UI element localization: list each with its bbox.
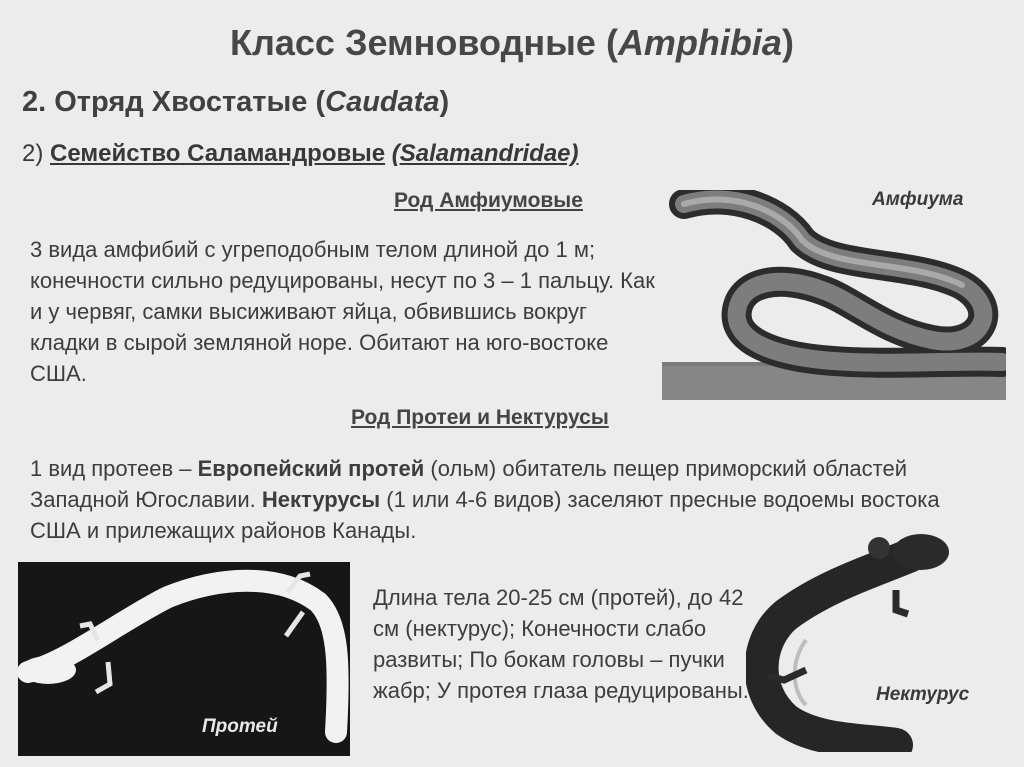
proteus-photo (18, 562, 350, 756)
necturus-photo (746, 530, 954, 752)
title-close: ) (781, 22, 794, 63)
order-latin: Caudata (325, 86, 440, 118)
title-latin: Amphibia (617, 22, 782, 63)
amphiuma-photo (662, 190, 1006, 400)
amphiuma-caption: Амфиума (872, 189, 964, 210)
p2-olm-name: Европейский протей (197, 456, 425, 481)
family-name: Семейство Саламандровые (50, 140, 386, 167)
p2-necturus-name: Нектурусы (261, 487, 381, 512)
p2-part-e: (1 или 4-6 видов) заселяют пресные водоемы востока США и прилежащих районов Канады. (30, 487, 940, 543)
genus-amphiuma-heading: Род Амфиумовые (394, 189, 583, 212)
p2-part-a: 1 вид протеев – (30, 456, 198, 481)
title-text: Класс Земноводные ( (230, 22, 618, 63)
proteus-caption: Протей (202, 716, 278, 737)
amphiuma-description: 3 вида амфибий с угреподобным телом длиной до 1 м; конечности сильно редуцированы, несут по 3 – 1 пальцу. Как и у червяг, самки высиживают яйца, обвившись вокруг кладки в сырой земляной норе. Обитают на юго-востоке США. (30, 237, 655, 386)
slide-title (0, 22, 1024, 64)
family-heading (22, 140, 579, 168)
necturus-caption: Нектурус (876, 684, 970, 705)
family-latin: (Salamandridae) (391, 140, 579, 167)
p2-part-c: (ольм) обитатель пещер приморский областей Западной Югославии. (30, 456, 908, 512)
order-text: 2. Отряд Хвостатые ( (22, 86, 326, 118)
family-number: 2) (22, 140, 51, 167)
order-heading (22, 86, 449, 119)
genus-proteus-heading: Род Протеи и Нектурусы (351, 406, 609, 429)
body-length-description: Длина тела 20-25 см (протей), до 42 см (нектурус); Конечности слабо развиты; По бокам головы – пучки жабр; У протея глаза редуцированы. (373, 585, 749, 703)
order-close: ) (439, 86, 450, 118)
